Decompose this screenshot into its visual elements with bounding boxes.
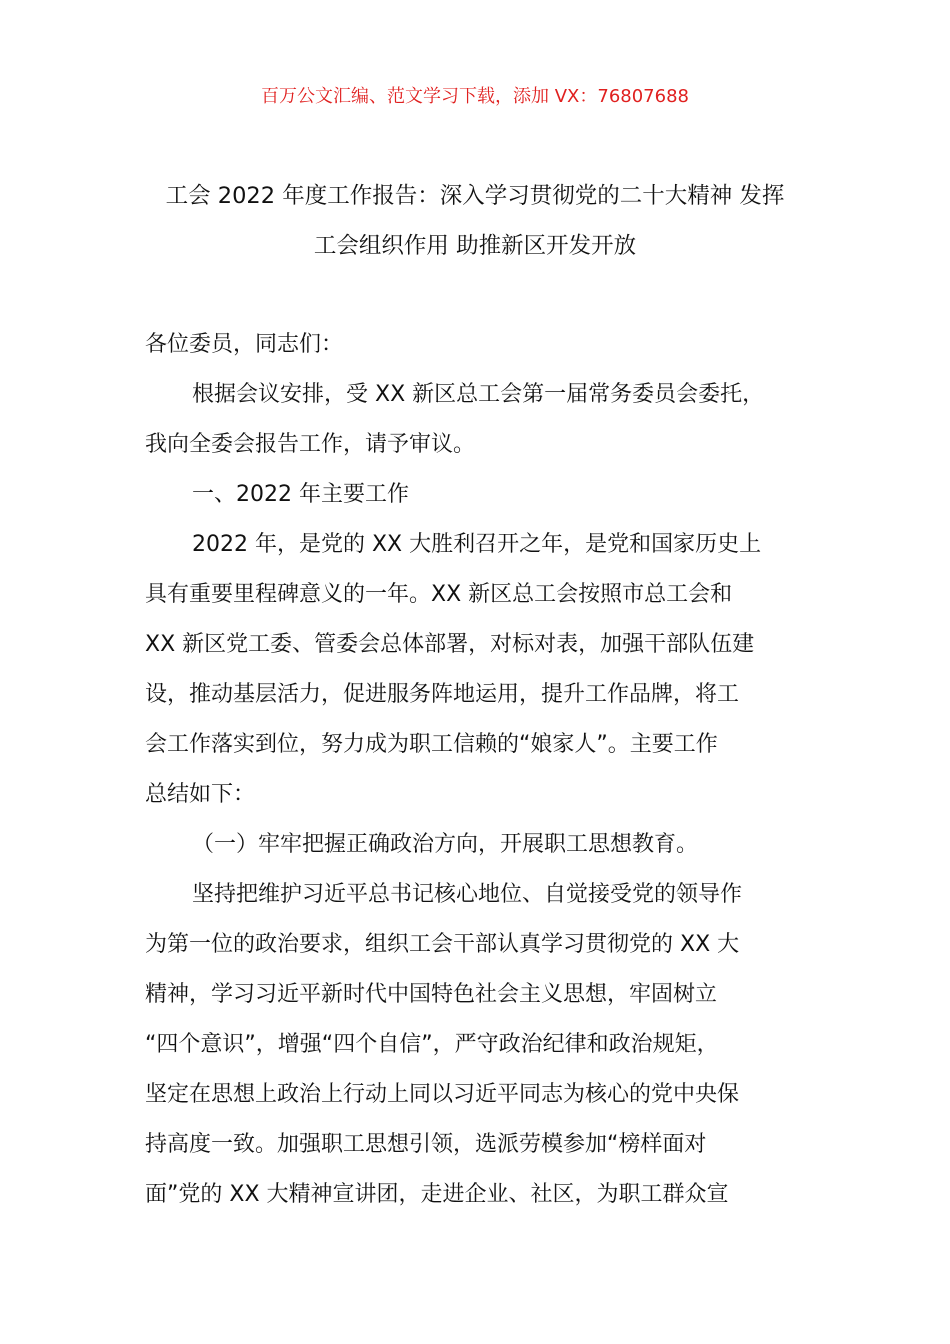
body-text-line: 为第一位的政治要求，组织工会干部认真学习贯彻党的 XX 大 [145,932,740,957]
document-title [100,171,850,271]
body-text-line: 一、2022 年主要工作 [192,482,409,507]
body-text-line: XX 新区党工委、管委会总体部署，对标对表，加强干部队伍建 [145,632,755,657]
body-text-line: 持高度一致。加强职工思想引领，选派劳模参加“榜样面对 [145,1132,707,1157]
body-text-line: 坚定在思想上政治上行动上同以习近平同志为核心的党中央保 [145,1082,740,1107]
body-text-line: 精神，学习习近平新时代中国特色社会主义思想，牢固树立 [145,982,718,1007]
body-text-line: 坚持把维护习近平总书记核心地位、自觉接受党的领导作 [192,882,743,907]
title-line: 工会组织作用 助推新区开发开放 [313,233,637,259]
body-text-line: “四个意识”，增强“四个自信”，严守政治纪律和政治规矩， [145,1032,719,1057]
body-text-line: 各位委员，同志们： [145,332,344,357]
body-text-line: 根据会议安排，受 XX 新区总工会第一届常务委员会委托， [192,382,765,407]
body-text-line: 2022 年，是党的 XX 大胜利召开之年，是党和国家历史上 [192,532,762,557]
body-text-line: （一）牢牢把握正确政治方向，开展职工思想教育。 [192,832,699,857]
document-body [145,320,835,1220]
body-text-line: 会工作落实到位，努力成为职工信赖的“娘家人”。主要工作 [145,732,718,757]
body-text-line: 设，推动基层活力，促进服务阵地运用，提升工作品牌，将工 [145,682,740,707]
title-line: 工会 2022 年度工作报告：深入学习贯彻党的二十大精神 发挥 [165,183,785,209]
download-notice-header: 百万公文汇编、范文学习下载，添加 VX：76807688 [261,86,689,107]
body-text-line: 面”党的 XX 大精神宣讲团，走进企业、社区，为职工群众宣 [145,1182,729,1207]
body-text-line: 我向全委会报告工作，请予审议。 [145,432,476,457]
body-text-line: 具有重要里程碑意义的一年。XX 新区总工会按照市总工会和 [145,582,733,607]
body-text-line: 总结如下： [145,782,256,807]
